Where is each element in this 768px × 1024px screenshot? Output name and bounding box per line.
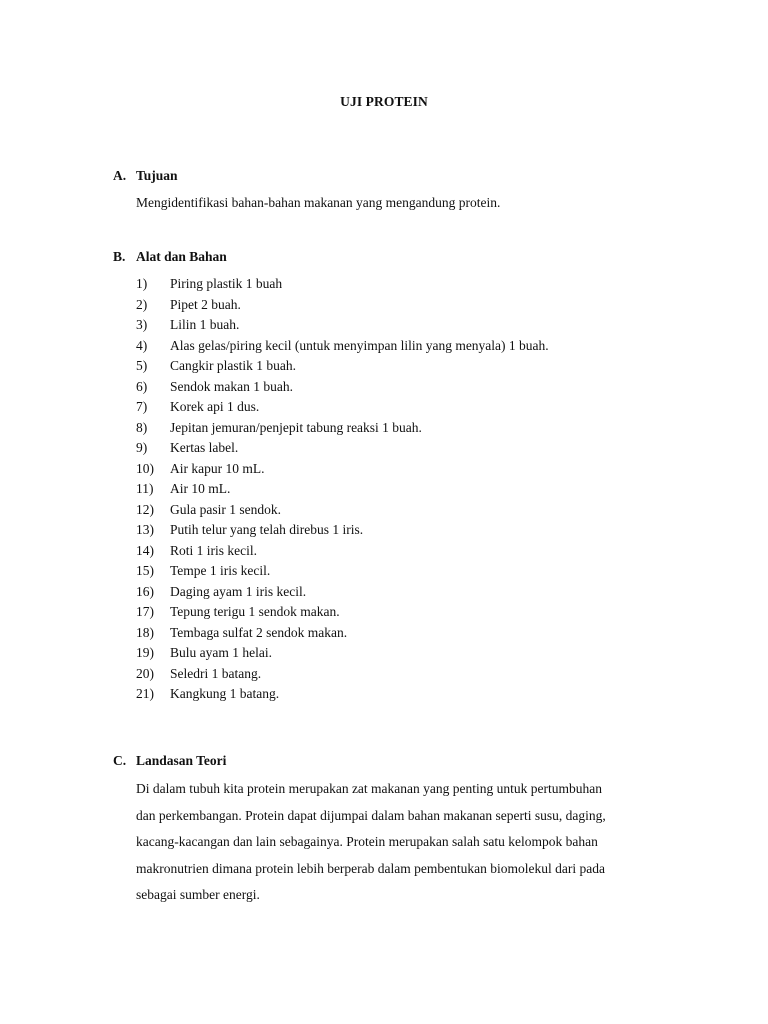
list-item [136,584,549,605]
section-a-letter: A. [113,168,127,183]
list-item-number: 7) [136,399,148,414]
list-item-text: Daging ayam 1 iris kecil. [170,583,307,599]
list-item-number: 17) [136,604,154,619]
list-item [136,399,549,420]
theory-line: kacang-kacangan dan lain sebagainya. Protein merupakan salah satu kelompok bahan [136,834,598,849]
list-item-text: Tempe 1 iris kecil. [170,563,271,578]
list-item [136,338,549,359]
list-item-text: Air 10 mL. [170,481,231,496]
list-item-text: Tembaga sulfat 2 sendok makan. [170,624,348,640]
list-item [136,645,549,666]
theory-paragraph [136,781,676,914]
list-item [136,543,549,564]
list-item [136,481,549,502]
list-item-number: 19) [136,645,154,660]
list-item-number: 20) [136,665,154,681]
theory-line: sebagai sumber energi. [136,887,260,902]
list-item [136,358,549,379]
list-item [136,379,549,400]
list-item-number: 21) [136,686,154,701]
list-item-number: 6) [136,378,148,394]
list-item-text: Gula pasir 1 sendok. [170,501,281,517]
list-item-text: Lilin 1 buah. [170,317,240,332]
list-item [136,317,549,338]
list-item-text: Alas gelas/piring kecil (untuk menyimpan lilin yang menyala) 1 buah. [170,337,549,353]
section-c-title: Landasan Teori [136,753,227,768]
section-b-title: Alat dan Bahan [136,249,227,264]
list-item-text: Sendok makan 1 buah. [170,378,293,394]
list-item-text: Seledri 1 batang. [170,665,262,681]
list-item [136,440,549,461]
list-item [136,461,549,482]
section-c-heading [113,753,226,769]
materials-list [136,276,549,707]
theory-line: Di dalam tubuh kita protein merupakan zat makanan yang penting untuk pertumbuhan [136,781,602,796]
list-item [136,604,549,625]
theory-line: makronutrien dimana protein lebih berperab dalam pembentukan biomolekul dari pada [136,860,605,876]
list-item-text: Jepitan jemuran/penjepit tabung reaksi 1 buah. [170,419,422,435]
list-item-number: 1) [136,276,148,291]
section-a-text: Mengidentifikasi bahan-bahan makanan yang mengandung protein. [136,195,501,210]
document-title: UJI PROTEIN [340,94,428,109]
list-item-number: 3) [136,317,148,332]
list-item [136,666,549,687]
list-item-number: 2) [136,296,148,312]
section-b-heading [113,249,227,265]
theory-line: dan perkembangan. Protein dapat dijumpai dalam bahan makanan seperti susu, daging, [136,807,606,823]
list-item-text: Kangkung 1 batang. [170,686,280,701]
list-item-text: Korek api 1 dus. [170,399,260,414]
list-item-number: 4) [136,337,148,353]
list-item [136,522,549,543]
list-item-number: 8) [136,419,148,435]
list-item [136,276,549,297]
section-c-letter: C. [113,753,127,768]
list-item-number: 11) [136,481,154,496]
list-item [136,686,549,707]
list-item-number: 12) [136,501,154,517]
list-item [136,502,549,523]
list-item-text: Pipet 2 buah. [170,296,241,312]
list-item-number: 5) [136,358,148,373]
section-a-title: Tujuan [136,168,178,183]
list-item-text: Tepung terigu 1 sendok makan. [170,604,340,619]
list-item-text: Roti 1 iris kecil. [170,542,257,558]
list-item-number: 14) [136,542,154,558]
list-item-text: Piring plastik 1 buah [170,276,283,291]
list-item-number: 15) [136,563,154,578]
section-a-heading [113,168,178,184]
list-item-number: 10) [136,460,154,476]
list-item [136,297,549,318]
list-item-text: Putih telur yang telah direbus 1 iris. [170,522,364,537]
list-item-text: Bulu ayam 1 helai. [170,645,272,660]
list-item [136,563,549,584]
list-item-text: Cangkir plastik 1 buah. [170,358,296,373]
section-b-letter: B. [113,249,126,264]
list-item-text: Kertas label. [170,440,239,455]
list-item [136,420,549,441]
list-item-number: 9) [136,440,148,455]
list-item [136,625,549,646]
list-item-number: 18) [136,624,154,640]
list-item-number: 13) [136,522,154,537]
list-item-number: 16) [136,583,154,599]
list-item-text: Air kapur 10 mL. [170,460,265,476]
